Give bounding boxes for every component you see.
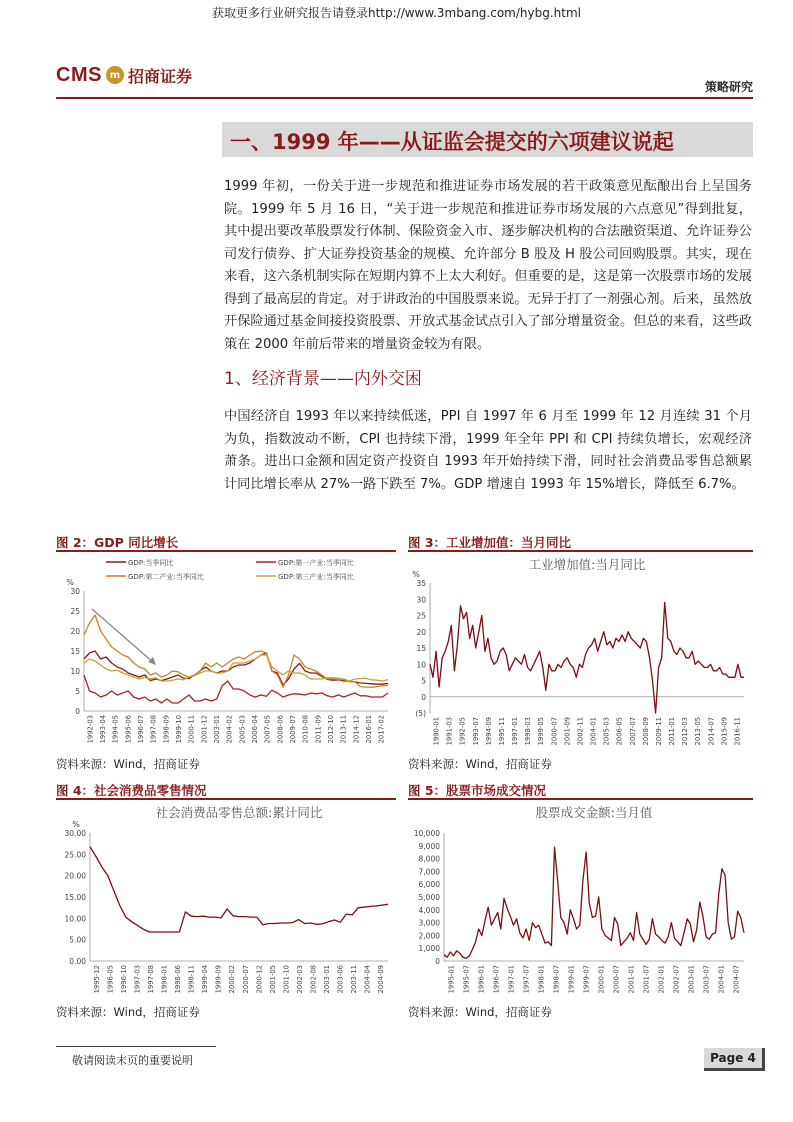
y-tick-label: 0 — [421, 692, 426, 702]
y-tick-label: 10.00 — [64, 914, 86, 924]
x-tick-label: 1994-05 — [111, 715, 120, 744]
section-title: 一、1999 年——从证监会提交的六项建议说起 — [230, 130, 674, 154]
figure-2-source: 资料来源：Wind，招商证券 — [56, 757, 200, 771]
y-tick-label: 20.00 — [64, 871, 86, 881]
x-tick-label: 2010-08 — [301, 715, 310, 744]
y-tick-label: 8,000 — [418, 854, 440, 864]
x-tick-label: 1992-05 — [458, 717, 467, 746]
x-tick-label: 1990-01 — [432, 717, 441, 746]
x-tick-label: 2000-01 — [597, 965, 606, 994]
x-tick-label: 2012-10 — [327, 715, 335, 744]
x-tick-label: 1998-07 — [552, 965, 561, 994]
company-logo — [56, 62, 192, 88]
y-tick-label: (5) — [415, 709, 426, 718]
y-tick-label: 10 — [70, 667, 80, 676]
x-tick-label: 1995-06 — [124, 715, 133, 744]
x-tick-label: 2008-09 — [641, 717, 650, 746]
x-tick-label: 1995-12 — [92, 965, 101, 994]
x-tick-label: 2000-07 — [612, 965, 621, 994]
y-tick-label: 30 — [416, 595, 426, 605]
x-tick-label: 1999-04 — [201, 965, 210, 994]
x-tick-label: 2003-01 — [687, 965, 696, 994]
x-tick-label: 1995-07 — [462, 965, 471, 994]
x-tick-label: 2004-04 — [363, 965, 372, 994]
legend-label: GDP:第一产业:当季同比 — [278, 559, 354, 567]
x-tick-label: 1999-07 — [582, 965, 591, 994]
x-tick-label: 1999-09 — [214, 965, 223, 994]
x-tick-label: 1996-05 — [106, 965, 115, 994]
retail-sales-chart — [56, 801, 396, 1001]
top-banner: 获取更多行业研究报告请登录http://www.3mbang.com/hybg.html — [211, 6, 581, 20]
x-tick-label: 2005-03 — [602, 717, 611, 746]
x-tick-label: 2007-07 — [628, 717, 637, 746]
x-tick-label: 2013-05 — [694, 717, 703, 746]
x-tick-label: 1998-06 — [174, 965, 183, 994]
x-tick-label: 2013-11 — [339, 715, 348, 744]
x-tick-label: 2011-09 — [314, 715, 323, 744]
x-tick-label: 2007-05 — [263, 715, 272, 744]
y-tick-label: 3,000 — [418, 918, 440, 928]
x-tick-label: 2002-08 — [309, 965, 318, 994]
figure-4-source: 资料来源：Wind，招商证券 — [56, 1005, 200, 1019]
report-category: 策略研究 — [704, 80, 753, 94]
legend-label: GDP:第三产业:当季同比 — [278, 573, 354, 581]
footer-disclaimer: 敬请阅读末页的重要说明 — [72, 1054, 193, 1067]
figure-2-title: 图 2：GDP 同比增长 — [56, 535, 179, 550]
y-tick-label: 20 — [70, 627, 80, 636]
x-tick-label: 2014-07 — [707, 717, 716, 746]
paragraph-1: 1999 年初，一份关于进一步规范和推进证券市场发展的若干政策意见酝酿出台上呈国务院。1999 年 5 月 16 日，“关于进一步规范和推进证券市场发展的六点意见”得到批复，其中提出要改革股票发行体制、保险资金入市、逐步解决机构的合法融资渠道、允许证券公司发行债券、扩大证券投资基金的规模、允许部分 B 股及 H 股公司回购股票。其实，现在来看，这六条机制实际在短期内算不上太大利好。但重要的是，这是第一次股票市场的发展得到了最高层的肯定。对于讲政治的中国股票来说。无异于打了一剂强心剂。后来，虽然放开保险通过基金间接投资股票、开放式基金试点引入了部分增量资金。但总的来看，这些政策在 2000 年前后带来的增量资金较为有限。 — [224, 179, 752, 352]
y-tick-label: 9,000 — [418, 841, 440, 851]
y-tick-label: 30 — [70, 587, 80, 596]
y-tick-label: 10,000 — [413, 829, 440, 838]
x-tick-label: 2012-03 — [681, 717, 690, 746]
x-tick-label: 1991-03 — [445, 717, 454, 746]
x-tick-label: 2001-09 — [563, 717, 572, 746]
x-tick-label: 2003-11 — [350, 965, 359, 994]
x-tick-label: 1997-03 — [133, 965, 142, 994]
x-tick-label: 2000-02 — [228, 965, 237, 994]
legend-label: GDP:第二产业:当季同比 — [128, 573, 204, 581]
series-line — [84, 615, 388, 687]
figure-4-title-rule — [56, 798, 396, 800]
figure-3-title: 图 3：工业增加值：当月同比 — [408, 535, 572, 550]
x-tick-label: 1997-01 — [507, 965, 516, 994]
x-tick-label: 1998-11 — [187, 965, 196, 994]
figure-3-title-rule — [408, 550, 753, 552]
x-tick-label: 2014-12 — [352, 715, 361, 744]
x-tick-label: 1997-07 — [522, 965, 531, 994]
x-tick-label: 2000-07 — [550, 717, 559, 746]
x-tick-label: 2003-01 — [323, 965, 332, 994]
y-tick-label: 7,000 — [418, 867, 440, 877]
x-tick-label: 2009-07 — [289, 715, 297, 744]
chart-title: 股票成交金额:当月值 — [535, 805, 653, 820]
y-tick-label: 0.00 — [69, 957, 86, 966]
subsection-title: 1、经济背景——内外交困 — [224, 369, 422, 389]
y-tick-label: 15 — [70, 647, 80, 656]
x-tick-label: 2003-01 — [213, 715, 221, 744]
paragraph-2: 中国经济自 1993 年以来持续低迷，PPI 自 1997 年 6 月至 1999 年 12 月连续 31 个月为负，指数波动不断，CPI 也持续下滑，1999 年全年 PPI 和 CPI 持续负增长，宏观经济萧条。进出口金额和固定资产投资自 1993 年开始持续下滑，同时社会消费品零售总额累计同比增长率从 27%一路下跌至 7%。GDP 增速自 1993 年 15%增长，降低至 6.7%。 — [224, 409, 752, 492]
stock-turnover-chart — [408, 801, 753, 1001]
x-tick-label: 1995-01 — [447, 965, 456, 994]
logo-cn-text: 招商证券 — [127, 66, 192, 86]
x-tick-label: 1999-10 — [175, 715, 183, 744]
x-tick-label: 2001-01 — [627, 965, 636, 994]
x-tick-label: 1998-09 — [162, 715, 171, 744]
gdp-chart — [56, 553, 396, 753]
x-tick-label: 2011-01 — [668, 717, 677, 746]
x-tick-label: 2003-07 — [702, 965, 711, 994]
y-tick-label: 0 — [435, 957, 440, 966]
y-tick-label: 2,000 — [418, 931, 440, 941]
x-tick-label: 1997-01 — [511, 717, 520, 746]
x-tick-label: 1997-08 — [146, 965, 155, 994]
y-tick-label: 30.00 — [64, 829, 86, 838]
x-tick-label: 1996-07 — [137, 715, 145, 744]
x-tick-label: 2009-11 — [654, 717, 663, 746]
y-tick-label: 25.00 — [64, 850, 86, 860]
x-tick-label: 2008-06 — [276, 715, 285, 744]
series-line — [90, 847, 388, 932]
x-tick-label: 1998-01 — [537, 965, 546, 994]
x-tick-label: 1994-09 — [484, 717, 493, 746]
y-tick-label: 35 — [416, 579, 426, 588]
logo-badge-icon: m — [106, 66, 124, 84]
x-tick-label: 2016-01 — [365, 715, 373, 744]
x-tick-label: 2000-11 — [187, 715, 196, 744]
y-axis-unit: % — [72, 820, 80, 829]
y-tick-label: 15.00 — [64, 893, 86, 902]
x-tick-label: 1993-07 — [471, 717, 480, 746]
x-tick-label: 2001-05 — [268, 965, 277, 994]
x-tick-label: 1998-01 — [160, 965, 169, 994]
x-tick-label: 2005-03 — [238, 715, 247, 744]
x-tick-label: 2004-01 — [589, 717, 598, 746]
y-tick-label: 5 — [75, 687, 80, 696]
x-tick-label: 2002-07 — [672, 965, 681, 994]
x-tick-label: 2000-07 — [241, 965, 250, 994]
x-tick-label: 2015-09 — [720, 717, 729, 746]
figure-5-source: 资料来源：Wind，招商证券 — [408, 1005, 552, 1019]
y-tick-label: 25 — [416, 611, 426, 621]
page-number: Page 4 — [704, 1048, 765, 1071]
industrial-value-chart — [408, 553, 753, 753]
figure-4-title: 图 4：社会消费品零售情况 — [56, 783, 207, 798]
x-tick-label: 2006-04 — [251, 715, 259, 744]
figure-2-title-rule — [56, 550, 396, 552]
y-tick-label: 6,000 — [418, 880, 440, 890]
x-tick-label: 1996-10 — [119, 965, 128, 994]
x-tick-label: 2001-10 — [282, 965, 291, 994]
x-tick-label: 2002-01 — [657, 965, 666, 994]
x-tick-label: 1999-01 — [567, 965, 576, 994]
y-tick-label: 4,000 — [418, 905, 440, 915]
y-axis-unit: % — [412, 570, 420, 579]
x-tick-label: 1995-11 — [497, 717, 506, 746]
x-tick-label: 2004-02 — [225, 715, 234, 744]
y-tick-label: 15 — [416, 644, 426, 653]
footer-divider — [56, 1046, 216, 1047]
chart-title: 社会消费品零售总额:累计同比 — [155, 805, 323, 820]
x-tick-label: 1996-07 — [492, 965, 501, 994]
x-tick-label: 2002-03 — [295, 965, 304, 994]
x-tick-label: 2004-01 — [717, 965, 726, 994]
y-tick-label: 25 — [70, 607, 80, 616]
x-tick-label: 2004-09 — [377, 965, 386, 994]
y-axis-unit: % — [66, 578, 74, 587]
x-tick-label: 1993-04 — [99, 715, 107, 744]
x-tick-label: 2001-07 — [642, 965, 651, 994]
y-tick-label: 1,000 — [418, 944, 440, 954]
figure-5-title: 图 5：股票市场成交情况 — [408, 783, 547, 798]
figure-3-source: 资料来源：Wind，招商证券 — [408, 757, 552, 771]
x-tick-label: 1996-01 — [477, 965, 486, 994]
x-tick-label: 2002-11 — [576, 717, 585, 746]
x-tick-label: 2001-12 — [200, 715, 209, 744]
x-tick-label: 2000-12 — [255, 965, 264, 994]
x-tick-label: 1998-03 — [524, 717, 533, 746]
x-tick-label: 1999-05 — [537, 717, 546, 746]
y-tick-label: 5.00 — [69, 935, 86, 945]
header-divider — [56, 97, 753, 99]
y-tick-label: 0 — [75, 707, 80, 716]
chart-title: 工业增加值:当月同比 — [528, 557, 646, 572]
x-tick-label: 2017-02 — [377, 715, 386, 744]
x-tick-label: 1997-08 — [149, 715, 158, 744]
y-tick-label: 5 — [421, 676, 426, 686]
series-line — [444, 847, 744, 958]
x-tick-label: 2003-06 — [336, 965, 345, 994]
y-tick-label: 10 — [416, 660, 426, 670]
x-tick-label: 1992-03 — [86, 715, 95, 744]
logo-cms-text: CMS — [56, 63, 102, 86]
y-tick-label: 5,000 — [418, 893, 440, 902]
x-tick-label: 2016-11 — [733, 717, 742, 746]
figure-5-title-rule — [408, 798, 753, 800]
legend-label: GDP:当季同比 — [128, 559, 174, 567]
x-tick-label: 2004-07 — [732, 965, 741, 994]
y-tick-label: 20 — [416, 627, 426, 637]
x-tick-label: 2006-05 — [615, 717, 624, 746]
